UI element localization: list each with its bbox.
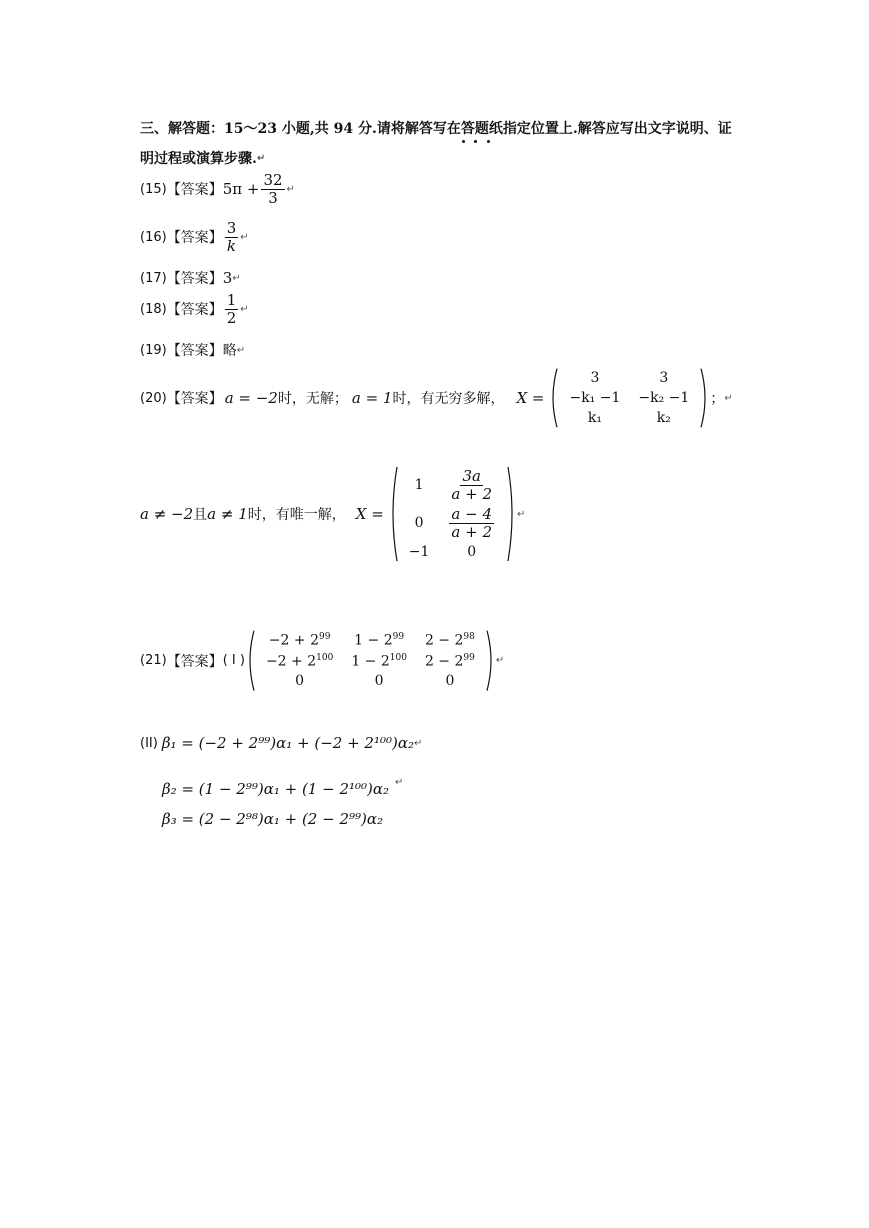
answer-20-line2: a ≠ −2 且 a ≠ 1 时，有唯一解， X = 1 $\frac{3a}{a + 2}$ 0 $\frac{a - 4}{a + 2}$ −1 0 ↵ — [140, 467, 526, 560]
emphasis-dot — [462, 140, 465, 143]
answer-value: 3 — [222, 269, 233, 287]
answer-value: 略 — [222, 343, 237, 359]
emphasis-dot — [487, 140, 490, 143]
matrix-power-result: $-2 + 2^{99}$ $1 - 2^{99}$ $2 - 2^{98}$ $-2 + 2^{100}$ $1 - 2^{100}$ $2 - 2^{99}$ 0 0 0 — [245, 630, 496, 691]
answer-16: (16) 【答案】 $\frac{3}{k}$ ↵ — [140, 219, 249, 255]
question-number: (19) — [140, 342, 167, 358]
section-heading-line2: 明过程或演算步骤. ↵ — [140, 151, 266, 167]
question-number: (18) — [140, 301, 167, 317]
question-number: (16) — [140, 229, 167, 245]
matrix-infinite-solutions: 3 3 −k₁ −1 −k₂ −1 k₁ k₂ — [548, 368, 710, 428]
answer-tag: 【答案】 — [166, 391, 223, 407]
answer-17: (17) 【答案】 3 ↵ — [140, 269, 241, 287]
matrix-unique-solution: 1 $\frac{3a}{a + 2}$ 0 $\frac{a - 4}{a + 2}$ −1 0 — [388, 466, 517, 562]
answer-tag: 【答案】 — [166, 230, 223, 246]
answer-tag: 【答案】 — [166, 302, 223, 318]
question-number: (15) — [140, 181, 167, 197]
answer-21-part2-beta3: β₃ = (2 − 2⁹⁸)α₁ + (2 − 2⁹⁹)α₂ — [162, 810, 384, 828]
section-heading-line1: 三、解答题：15～23 小题,共 94 分.请将解答写在答题纸指定位置上.解答应写出文字说明、证 — [140, 121, 732, 137]
answer-20-line1: (20) 【答案】 a = −2 时，无解； a = 1 时，有无穷多解， X = 3 3 −k₁ −1 −k₂ −1 k₁ k₂ ； ↵ — [140, 370, 733, 426]
answer-15: (15) 【答案】 5π + $\frac{32}{3}$ ↵ — [140, 171, 295, 207]
answer-tag: 【答案】 — [166, 182, 223, 198]
emphasis-dot — [474, 140, 477, 143]
answer-19: (19) 【答案】 略 ↵ — [140, 340, 245, 360]
answer-21-part2-beta1: (II) β₁ = (−2 + 2⁹⁹)α₁ + (−2 + 2¹⁰⁰)α₂ ↵ — [140, 734, 423, 752]
answer-21-part1: (21) 【答案】 ( I ) $-2 + 2^{99}$ $1 - 2^{99}$ $2 - 2^{98}$ $-2 + 2^{100}$ $1 - 2^{100}$ $2 - 2^{99}$ 0 0 0 ↵ — [140, 632, 505, 690]
question-number: (21) — [140, 653, 167, 669]
answer-18: (18) 【答案】 $\frac{1}{2}$ ↵ — [140, 291, 249, 327]
question-number: (20) — [140, 390, 167, 406]
question-number: (17) — [140, 270, 167, 286]
answer-21-part2-beta2: β₂ = (1 − 2⁹⁹)α₁ + (1 − 2¹⁰⁰)α₂ ↵ — [162, 776, 404, 798]
answer-expression: 5π + — [222, 180, 260, 198]
answer-tag: 【答案】 — [166, 653, 223, 670]
answer-tag: 【答案】 — [166, 343, 223, 359]
answer-tag: 【答案】 — [166, 271, 223, 287]
